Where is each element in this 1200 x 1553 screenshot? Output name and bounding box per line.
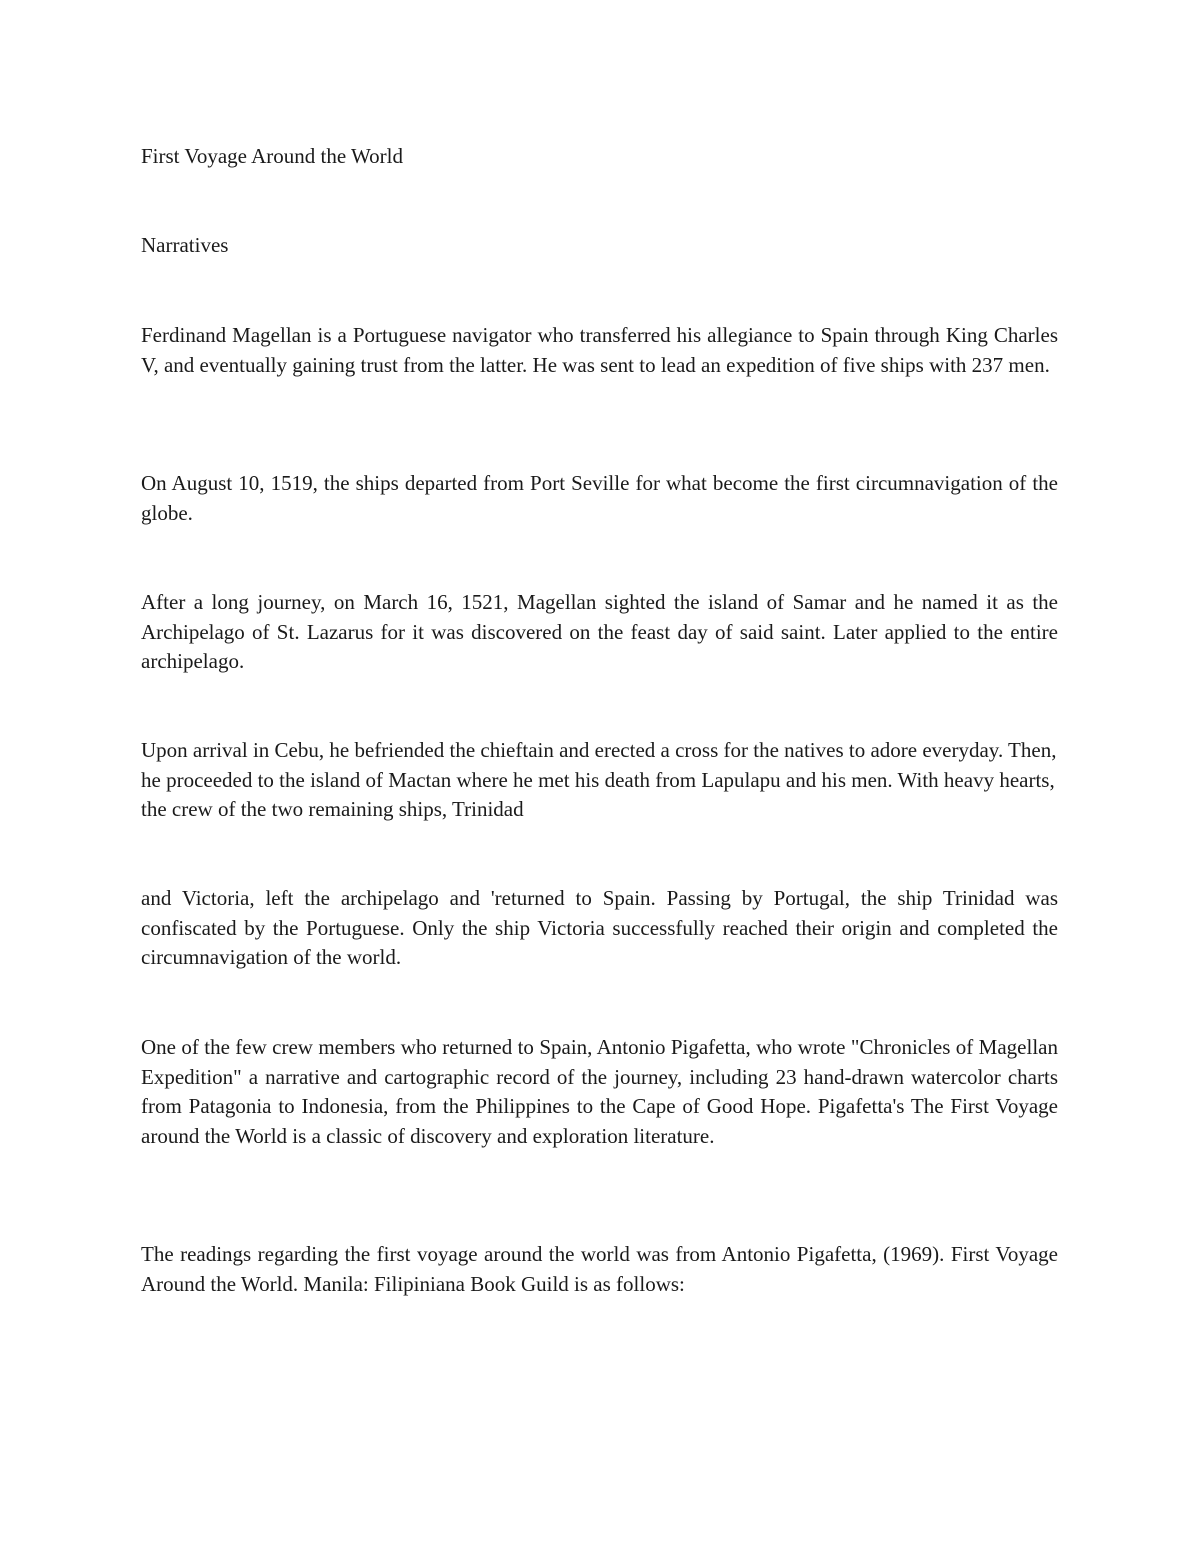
paragraph-victoria: and Victoria, left the archipelago and 'returned to Spain. Passing by Portugal, the ship Trinidad was confiscated by the Portuguese. Only the ship Victoria successfully reached their origin and completed the circumnavigation of the world. — [141, 886, 1058, 969]
paragraph-cebu: Upon arrival in Cebu, he befriended the chieftain and erected a cross for the natives to adore everyday. Then, he proceeded to the island of Mactan where he met his death from Lapulapu and his men. With heavy hearts, the crew of the two remaining ships, Trinidad — [141, 738, 1057, 821]
paragraph-samar: After a long journey, on March 16, 1521, Magellan sighted the island of Samar and he named it as the Archipelago of St. Lazarus for it was discovered on the feast day of said saint. Later applied to the entire archipelago. — [141, 590, 1058, 673]
paragraph-pigafetta: One of the few crew members who returned to Spain, Antonio Pigafetta, who wrote "Chronicles of Magellan Expedition" a narrative and cartographic record of the journey, including 23 hand-drawn watercolor charts from Patagonia to Indonesia, from the Philippines to the Cape of Good Hope. Pigafetta's The First Voyage around the World is a classic of discovery and exploration literature. — [141, 1035, 1058, 1148]
document-subtitle: Narratives — [141, 233, 229, 257]
paragraph-readings: The readings regarding the first voyage around the world was from Antonio Pigafetta, (1969). First Voyage Around the World. Manila: Filipiniana Book Guild is as follows: — [141, 1242, 1058, 1296]
document-title: First Voyage Around the World — [141, 144, 403, 168]
paragraph-departure: On August 10, 1519, the ships departed from Port Seville for what become the first circumnavigation of the globe. — [141, 471, 1058, 525]
paragraph-magellan-intro: Ferdinand Magellan is a Portuguese navigator who transferred his allegiance to Spain through King Charles V, and eventually gaining trust from the latter. He was sent to lead an expedition of five ships with 237 men. — [141, 323, 1058, 377]
